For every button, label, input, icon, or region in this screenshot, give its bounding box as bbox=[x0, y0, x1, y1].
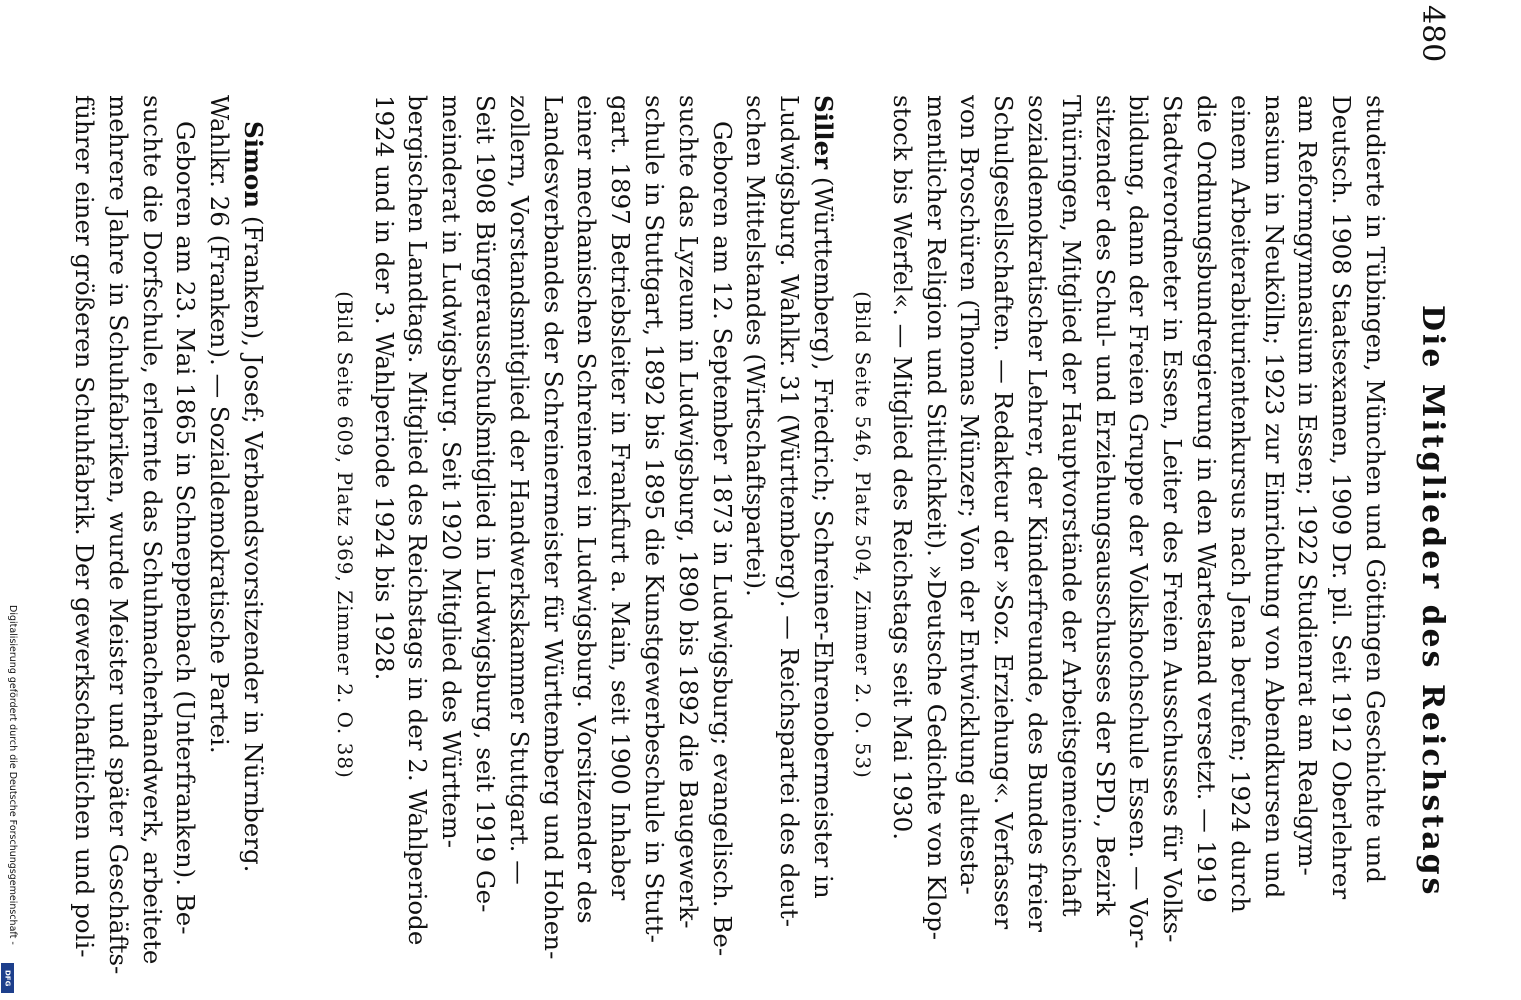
text-line: Schulgesellschaften. — Redakteur der »Soz. Erziehung«. Verfasser bbox=[989, 95, 1019, 930]
text-line bbox=[806, 95, 840, 975]
text-line: am Reformgymnasium in Essen; 1922 Studienrat am Realgym- bbox=[1293, 95, 1323, 876]
text-line bbox=[236, 95, 270, 975]
page-number: 480 bbox=[1415, 5, 1450, 63]
running-title: Die Mitglieder des Reichstags bbox=[1415, 305, 1450, 898]
photo-reference: (Bild Seite 609, Platz 369, Zimmer 2. O. 38) bbox=[332, 291, 357, 779]
entry-siller bbox=[327, 95, 840, 975]
text-line: Landesverbandes der Schreinermeister für Württemberg und Hohen- bbox=[538, 95, 568, 960]
digitization-sidebar bbox=[0, 0, 20, 1000]
text-line: nasium in Neukölln; 1923 zur Einrichtung von Abendkursen und bbox=[1259, 95, 1289, 899]
text-line: stock bis Werfel«. — Mitglied des Reichstags seit Mai 1930. bbox=[887, 95, 917, 841]
photo-reference: (Bild Seite 546, Platz 504, Zimmer 2. O. 53) bbox=[851, 291, 876, 779]
text-line: Geboren am 12. September 1873 in Ludwigsburg; evangelisch. Be- bbox=[707, 121, 737, 957]
dfg-logo: DFG bbox=[1, 963, 14, 993]
entry-body bbox=[67, 95, 202, 975]
page-header bbox=[1410, 5, 1450, 995]
entry-intro bbox=[739, 95, 840, 975]
intro-text: (Württemberg), Friedrich; Schreiner-Ehrenobermeister in bbox=[809, 169, 838, 899]
intro-text: (Franken), Josef; Verbandsvorsitzender in Nürnberg. bbox=[239, 208, 268, 873]
entry-intro bbox=[202, 95, 270, 975]
entry-body bbox=[885, 95, 1392, 975]
text-line: von Broschüren (Thomas Münzer; Von der Entwicklung alttesta- bbox=[955, 95, 985, 895]
member-name: Simon bbox=[239, 121, 268, 209]
text-line: die Ordnungsbundregierung in den Wartestand versetzt. — 1919 bbox=[1192, 95, 1222, 903]
entry-continuation bbox=[845, 95, 1392, 975]
text-line: mehrere Jahre in Schuhfabriken, wurde Meister und später Geschäfts- bbox=[103, 95, 133, 975]
text-line: führer einer größeren Schuhfabrik. Der gewerkschaftlichen und poli- bbox=[70, 95, 100, 958]
text-line: einem Arbeiterabiturientenkursus nach Jena berufen; 1924 durch bbox=[1225, 95, 1255, 913]
text-line: suchte die Dorfschule, erlernte das Schuhmacherhandwerk, arbeitete bbox=[137, 95, 167, 965]
text-line: schen Mittelstandes (Wirtschaftspartei). bbox=[741, 95, 771, 597]
text-line: suchte das Lyzeum in Ludwigsburg, 1890 bis 1892 die Baugewerk- bbox=[673, 95, 703, 929]
text-line: Ludwigsburg. Wahlkr. 31 (Württemberg). — Reichspartei des deut- bbox=[775, 95, 805, 928]
text-line: Seit 1908 Bürgerausschußmitglied in Ludwigsburg, seit 1919 Ge- bbox=[471, 95, 501, 913]
text-line: 1924 und in der 3. Wahlperiode 1924 bis 1928. bbox=[369, 95, 399, 681]
text-line: bildung, dann der Freien Gruppe der Volkshochschule Essen. — Vor- bbox=[1124, 95, 1154, 949]
entry-body-cont bbox=[367, 95, 705, 975]
text-line: sitzender des Schul- und Erziehungsausschusses der SPD., Bezirk bbox=[1090, 95, 1120, 916]
entry-body bbox=[705, 95, 739, 975]
digitization-credit: Digitalisierung gefördert durch die Deutsche Forschungsgemeinschaft - bbox=[7, 605, 18, 945]
text-line: Deutsch. 1908 Staatsexamen, 1909 Dr. pil. Seit 1912 Oberlehrer bbox=[1327, 95, 1357, 900]
text-line: Thüringen, Mitglied der Hauptvorstände der Arbeitsgemeinschaft bbox=[1056, 95, 1086, 917]
text-line: studierte in Tübingen, München und Göttingen Geschichte und bbox=[1361, 95, 1390, 883]
text-line: schule in Stuttgart, 1892 bis 1895 die Kunstgewerbeschule in Stutt- bbox=[640, 95, 670, 943]
text-line: gart. 1897 Betriebsleiter in Frankfurt a. Main, seit 1900 Inhaber bbox=[606, 95, 636, 901]
rotated-document-page bbox=[20, 5, 1480, 995]
text-line: Stadtverordneter in Essen, Leiter des Freien Ausschusses für Volks- bbox=[1158, 95, 1188, 943]
text-line: bergischen Landtags. Mitglied des Reichstags in der 2. Wahlperiode bbox=[403, 95, 433, 946]
text-line: meinderat in Ludwigsburg. Seit 1920 Mitglied des Württem- bbox=[437, 95, 467, 849]
member-name: Siller bbox=[809, 95, 838, 170]
text-line: einer mechanischen Schreinerei in Ludwigsburg. Vorsitzender des bbox=[572, 95, 602, 924]
text-line: Wahlkr. 26 (Franken). — Sozialdemokratische Partei. bbox=[205, 95, 235, 754]
text-line: zollern, Vorstandsmitglied der Handwerkskammer Stuttgart. — bbox=[504, 95, 534, 885]
text-line: Geboren am 23. Mai 1865 in Schneppenbach (Unterfranken). Be- bbox=[171, 121, 201, 935]
entry-simon bbox=[67, 95, 270, 975]
text-line: mentlicher Religion und Sittlichkeit). »Deutsche Gedichte von Klop- bbox=[921, 95, 951, 940]
text-line: sozialdemokratischer Lehrer, der Kinderfreunde, des Bundes freier bbox=[1023, 95, 1053, 933]
